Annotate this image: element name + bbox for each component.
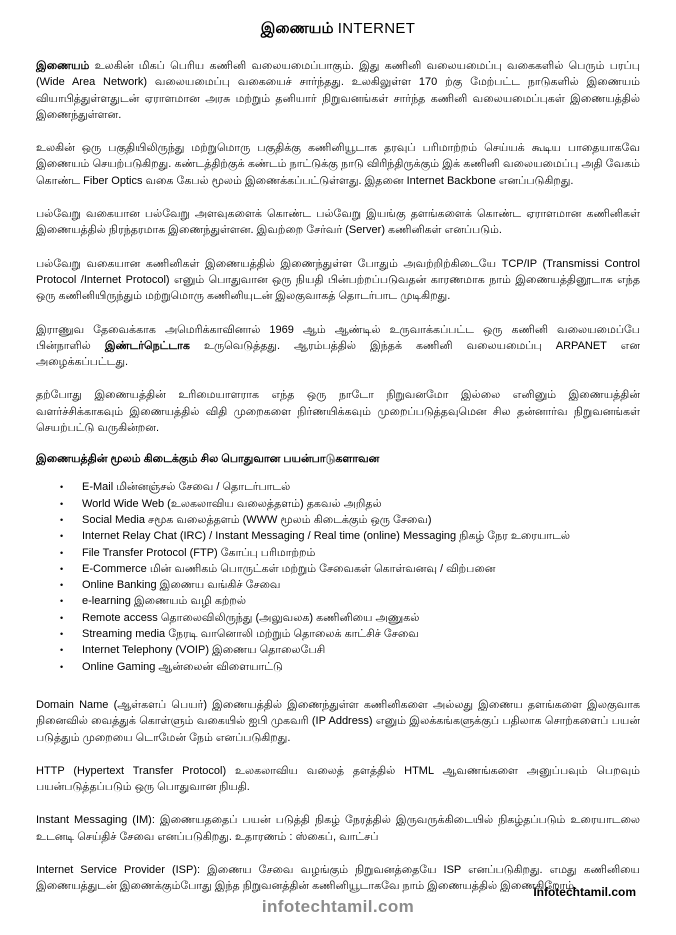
list-item-text: Internet Relay Chat (IRC) / Instant Messaging / Real time (online) Messaging நிகழ் நேர உரையாடல்	[82, 530, 571, 543]
list-item	[60, 545, 640, 561]
watermark: infotechtamil.com	[261, 897, 415, 916]
list-item-text: File Transfer Protocol (FTP) கோப்பு பரிமாற்றம்	[82, 546, 316, 559]
bullet-icon: •	[60, 645, 64, 656]
list-item	[60, 479, 640, 495]
list-item-text: Social Media சமூக வலைத்தளம் (WWW மூலம் கிடைக்கும் ஒரு சேவை)	[82, 513, 432, 526]
tcpip-paragraph: பல்வேறு வகையான கணினிகள் இணையத்தில் இணைந்துள்ள போதும் அவற்றிற்கிடையே TCP/IP (Transmissi Control Protocol /Internet Protocol) எனும் பொதுவான ஒரு நியதி பின்பற்றப்படுவதன் காரணமாக நாம் இணையத்தினூடாக எந்த ஒரு கணினியிருந்தும் மற்றுமொரு கணினியுடன் இலகுவாகத் தொடர்பாட முடிகிறது.	[36, 257, 640, 303]
list-item	[60, 642, 640, 658]
history-text-before: இராணுவ தேவைக்காக அமெரிக்காவினால் 1969 ஆம் ஆண்டில் உருவாக்கப்பட்ட ஒரு கணினி வலையமைப்பே பின்நாளில்	[36, 323, 640, 352]
list-item-text: World Wide Web (உலகலாவிய வலைத்தளம்) தகவல் அறிதல்	[82, 497, 382, 510]
list-item-text: E-Commerce மின் வணிகம் பொருட்கள் மற்றும் சேவைகள் கொள்வனவு / விற்பனை	[82, 562, 496, 575]
bullet-icon: •	[60, 612, 64, 623]
list-item	[60, 512, 640, 528]
instant-messaging-paragraph: Instant Messaging (IM): இணையததைப் பயன் படுத்தி நிகழ் நேரத்தில் இருவருக்கிடையில் நிகழ்தப்படும் உரையாடலை உடனடி செய்திச் சேவை எனப்படுகிறது. உதாரணம் : ஸ்கைப், வாட்சப்	[36, 814, 640, 843]
title-english: INTERNET	[337, 20, 416, 37]
intro-paragraph	[36, 58, 640, 123]
uses-list	[36, 479, 640, 675]
domain-name-paragraph: Domain Name (ஆள்களப் பெயர்) இணையத்தில் இணைந்துள்ள கணினிகளை அல்லது இணைய தளங்களை இலகுவாக நினைவில் வைத்துக் கொள்ளும் வகையில் ஐபி முகவரி (IP Address) எனும் இலக்கங்களுக்குப் பதிலாக சொற்களைப் பயன் படுத்தும் முறையை டொமேன் நேம் எனப்படுகிறது.	[36, 698, 640, 744]
list-item	[60, 610, 640, 626]
list-item-text: Online Gaming ஆன்லைன் விளையாட்டு	[82, 660, 283, 673]
server-paragraph: பல்வேறு வகையான பல்வேறு அளவுகளைக் கொண்ட பல்வேறு இயங்கு தளங்களைக் கொண்ட ஏராளமான கணினிகள் இணையத்தில் நிரந்தரமாக இணைந்துள்ளன. இவற்றை சேர்வர் (Server) கணினிகள் எனப்படும்.	[36, 208, 640, 237]
list-item	[60, 577, 640, 593]
bullet-icon: •	[60, 596, 64, 607]
bullet-icon: •	[60, 547, 64, 558]
list-item	[60, 496, 640, 512]
history-bold-term: இண்டர்நெட்டாக	[104, 339, 190, 352]
list-item	[60, 528, 640, 544]
title-tamil: இணையம்	[260, 20, 334, 37]
bullet-icon: •	[60, 661, 64, 672]
list-item-text: e-learning இணையம் வழி கற்றல்	[82, 595, 246, 608]
backbone-paragraph: உலகின் ஒரு பகுதியிலிருந்து மற்றுமொரு பகுதிக்கு கணினியூடாக தரவுப் பரிமாற்றம் செய்யக் கூடிய பாதையாகவே இணையம் செயற்படுகிறது. கண்டத்திற்குக் கண்டம் நாட்டுக்கு நாடு விரிந்திருக்கும் இக் கணினி வலையமைப்பு அதி வேகம் கொண்ட Fiber Optics வகை கேபல் மூலம் இணைக்கப்பட்டுள்ளது. இதனை Internet Backbone எனப்படுகிறது.	[36, 142, 640, 187]
history-paragraph	[36, 322, 640, 371]
list-item-text: Internet Telephony (VOIP) இணைய தொலைபேசி	[82, 644, 326, 657]
list-item-text: Remote access தொலைவிலிருந்து (அலுவலக) கணினியை அணுகல்	[82, 611, 420, 624]
intro-text: உலகின் மிகப் பெரிய கணினி வலையமைப்பாகும். இது கணினி வலையமைப்பு வகைகளில் பெரும் பரப்பு (Wide Area Network) வலையமைப்பு வகையைச் சார்ந்தது. உலகிலுள்ள 170 ற்கு மேற்பட்ட நாடுகளில் இணையம் வியாபித்துள்ளதுடன் ஏராளமான அரசு மற்றும் தனியார் நிறுவனங்கள் சார்ந்த கணினி வலையமைப்புகள் இணையத்தில் இணைந்துள்ளன.	[36, 60, 640, 121]
list-item	[60, 659, 640, 675]
list-item	[60, 561, 640, 577]
bullet-icon: •	[60, 482, 64, 493]
bullet-icon: •	[60, 580, 64, 591]
bullet-icon: •	[60, 498, 64, 509]
list-item	[60, 593, 640, 609]
bullet-icon: •	[60, 514, 64, 525]
list-item-text: Streaming media நேரடி வானொலி மற்றும் தொலைக் காட்சிச் சேவை	[82, 628, 419, 641]
page-title	[0, 20, 676, 39]
ownership-paragraph: தற்போது இணையத்தின் உரிமையாளராக எந்த ஒரு நாடோ நிறுவனமோ இல்லை எனினும் இணையத்தின் வளர்ச்சிக்காகவும் இணையத்தில் விதி முறைகளை நிர்ணயிக்கவும் முறைப்படுத்தவுமென சில தன்னார்வ நிறுவனங்கள் செயற்பட்டு வருகின்றன.	[36, 389, 640, 435]
list-item	[60, 626, 640, 642]
list-item-text: E-Mail மின்னஞ்சல் சேவை / தொடர்பாடல்	[82, 481, 291, 494]
intro-bold-term: இணையம்	[36, 60, 90, 72]
history-text-after: உருவெடுத்தது. ஆரம்பத்தில் இந்தக் கணினி வலையமைப்பு ARPANET என அழைக்கப்பட்டது.	[36, 339, 640, 369]
site-brand: Infotechtamil.com	[533, 885, 636, 899]
document-body	[36, 58, 640, 912]
bullet-icon: •	[60, 563, 64, 574]
uses-heading: இணையத்தின் மூலம் கிடைக்கும் சில பொதுவான பயன்பாடுகளாவன	[36, 453, 380, 466]
bullet-icon: •	[60, 531, 64, 542]
bullet-icon: •	[60, 629, 64, 640]
http-paragraph: HTTP (Hypertext Transfer Protocol) உலகலாவிய வலைத் தளத்தில் HTML ஆவணங்களை அனுப்பவும் பெறவும் பயன்படுத்தப்படும் ஒரு பொதுவான நியதி.	[36, 764, 640, 794]
isp-paragraph: Internet Service Provider (ISP): இணைய சேவை வழங்கும் நிறுவனத்தையே ISP எனப்படுகிறது. எமது கணினியை இணையத்துடன் இணைக்கும்போது இந்த நிறுவனத்தின் கணினியூடாகவே நாம் இணையத்தில் இணைகிறோம்.	[36, 863, 640, 893]
list-item-text: Online Banking இணைய வங்கிச் சேவை	[82, 579, 281, 592]
